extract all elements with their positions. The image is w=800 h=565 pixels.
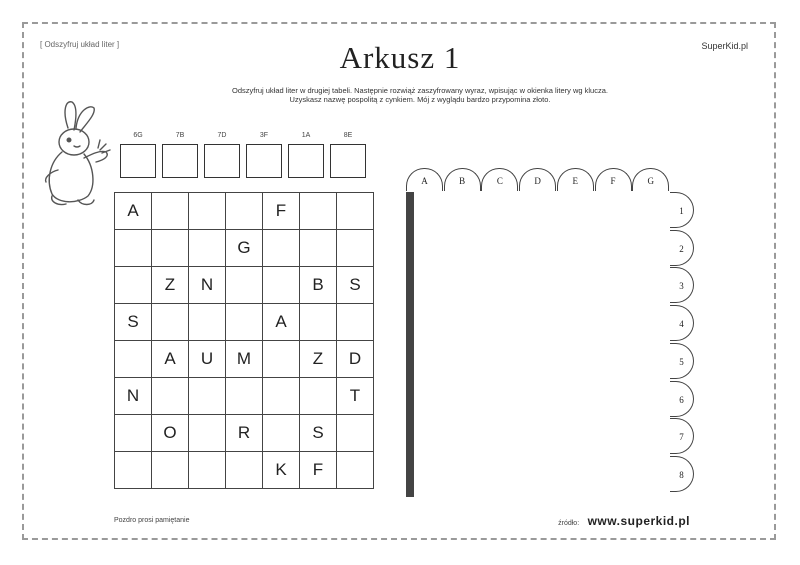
letter-cell	[189, 304, 226, 341]
answer-cell[interactable]	[413, 307, 414, 345]
answer-grid-row	[407, 307, 414, 345]
column-header: A	[406, 168, 443, 191]
letter-cell: B	[300, 267, 337, 304]
letter-cell	[337, 304, 374, 341]
letter-cell: U	[189, 341, 226, 378]
letter-grid-row	[115, 267, 374, 304]
letter-grid-row	[115, 415, 374, 452]
letter-cell: O	[152, 415, 189, 452]
code-cell[interactable]	[162, 132, 198, 178]
row-header: 7	[670, 418, 694, 454]
column-header: F	[595, 168, 632, 191]
code-label: 7D	[217, 132, 227, 139]
letter-cell: K	[263, 452, 300, 489]
letter-cell	[263, 341, 300, 378]
answer-grid-row	[407, 269, 414, 307]
answer-grid-row	[407, 345, 414, 383]
letter-cell: N	[115, 378, 152, 415]
letter-cell: M	[226, 341, 263, 378]
code-cell[interactable]	[288, 132, 324, 178]
row-header: 5	[670, 343, 694, 379]
letter-cell: T	[337, 378, 374, 415]
answer-grid-row	[407, 459, 414, 497]
letter-cell	[263, 267, 300, 304]
letter-cell	[152, 452, 189, 489]
letter-cell: Z	[300, 341, 337, 378]
footer-note: Pozdro prosi pamiętanie	[114, 517, 190, 524]
letter-cell	[300, 230, 337, 267]
letter-cell	[263, 378, 300, 415]
letter-grid-row	[115, 452, 374, 489]
header-note: [ Odszyfruj układ liter ]	[40, 40, 120, 49]
letter-cell	[115, 341, 152, 378]
letter-cell: S	[337, 267, 374, 304]
code-label: 7B	[175, 132, 185, 139]
code-label: 3F	[259, 132, 269, 139]
instructions	[150, 86, 690, 104]
code-answer-box[interactable]	[162, 144, 198, 178]
answer-cell[interactable]	[413, 421, 414, 459]
answer-cell[interactable]	[413, 459, 414, 497]
letter-cell	[189, 230, 226, 267]
letter-cell: S	[300, 415, 337, 452]
answer-cell[interactable]	[413, 193, 414, 231]
code-cell[interactable]	[120, 132, 156, 178]
website-link[interactable]: www.superkid.pl	[587, 514, 690, 528]
code-label: 6G	[133, 132, 143, 139]
letter-cell	[337, 230, 374, 267]
letter-grid-row	[115, 341, 374, 378]
letter-cell: D	[337, 341, 374, 378]
code-label: 8E	[343, 132, 353, 139]
letter-cell	[115, 230, 152, 267]
answer-grid	[406, 192, 414, 497]
letter-cell: N	[189, 267, 226, 304]
column-header: D	[519, 168, 556, 191]
code-label: 1A	[301, 132, 311, 139]
footer-source	[558, 512, 690, 530]
instructions-line-2: Uzyskasz nazwę pospolitą z cynkiem. Mój z wyglądu bardzo przypomina złoto.	[289, 95, 551, 104]
letter-cell	[152, 193, 189, 230]
row-header: 4	[670, 305, 694, 341]
row-header: 2	[670, 230, 694, 266]
letter-grid-row	[115, 378, 374, 415]
letter-cell	[189, 452, 226, 489]
letter-cell: R	[226, 415, 263, 452]
letter-cell: A	[152, 341, 189, 378]
letter-cell	[189, 193, 226, 230]
row-header: 3	[670, 267, 694, 303]
answer-grid-row	[407, 193, 414, 231]
answer-cell[interactable]	[413, 383, 414, 421]
answer-grid-row	[407, 383, 414, 421]
letter-cell	[226, 267, 263, 304]
letter-cell	[226, 452, 263, 489]
code-answer-box[interactable]	[288, 144, 324, 178]
letter-cell	[300, 378, 337, 415]
letter-grid	[114, 192, 374, 489]
letter-cell	[152, 230, 189, 267]
column-header: G	[632, 168, 669, 191]
column-header: B	[444, 168, 481, 191]
answer-grid-row	[407, 231, 414, 269]
letter-cell	[152, 304, 189, 341]
code-answer-box[interactable]	[204, 144, 240, 178]
brand-label: SuperKid.pl	[701, 41, 748, 51]
row-header: 1	[670, 192, 694, 228]
answer-cell[interactable]	[413, 345, 414, 383]
letter-cell: Z	[152, 267, 189, 304]
code-answer-box[interactable]	[330, 144, 366, 178]
letter-cell	[263, 230, 300, 267]
letter-cell	[115, 415, 152, 452]
letter-cell	[226, 193, 263, 230]
code-answer-box[interactable]	[120, 144, 156, 178]
page-title: Arkusz 1	[339, 40, 461, 75]
column-header: C	[481, 168, 518, 191]
row-header: 8	[670, 456, 694, 492]
letter-grid-row	[115, 193, 374, 230]
letter-cell	[152, 378, 189, 415]
letter-cell	[263, 415, 300, 452]
source-label: źródło:	[558, 520, 580, 527]
letter-cell: F	[300, 452, 337, 489]
answer-cell[interactable]	[413, 269, 414, 307]
letter-cell: G	[226, 230, 263, 267]
answer-grid-row	[407, 421, 414, 459]
letter-cell	[189, 415, 226, 452]
letter-grid-row	[115, 304, 374, 341]
letter-cell	[337, 193, 374, 230]
instructions-line-1: Odszyfruj układ liter w drugiej tabeli. Następnie rozwiąż zaszyfrowany wyraz, wpisując w okienka litery wg klucza.	[232, 86, 608, 95]
letter-cell	[115, 452, 152, 489]
letter-cell	[337, 452, 374, 489]
letter-cell: S	[115, 304, 152, 341]
letter-cell: A	[263, 304, 300, 341]
code-cell[interactable]	[204, 132, 240, 178]
letter-cell	[189, 378, 226, 415]
letter-cell	[226, 304, 263, 341]
letter-cell	[115, 267, 152, 304]
code-cell[interactable]	[330, 132, 366, 178]
letter-cell	[226, 378, 263, 415]
code-answer-box[interactable]	[246, 144, 282, 178]
letter-cell	[300, 304, 337, 341]
letter-cell: A	[115, 193, 152, 230]
row-header: 6	[670, 381, 694, 417]
letter-cell: F	[263, 193, 300, 230]
letter-cell	[337, 415, 374, 452]
code-cell[interactable]	[246, 132, 282, 178]
bunny-illustration	[38, 100, 120, 210]
letter-grid-row	[115, 230, 374, 267]
column-header: E	[557, 168, 594, 191]
letter-cell	[300, 193, 337, 230]
answer-cell[interactable]	[413, 231, 414, 269]
